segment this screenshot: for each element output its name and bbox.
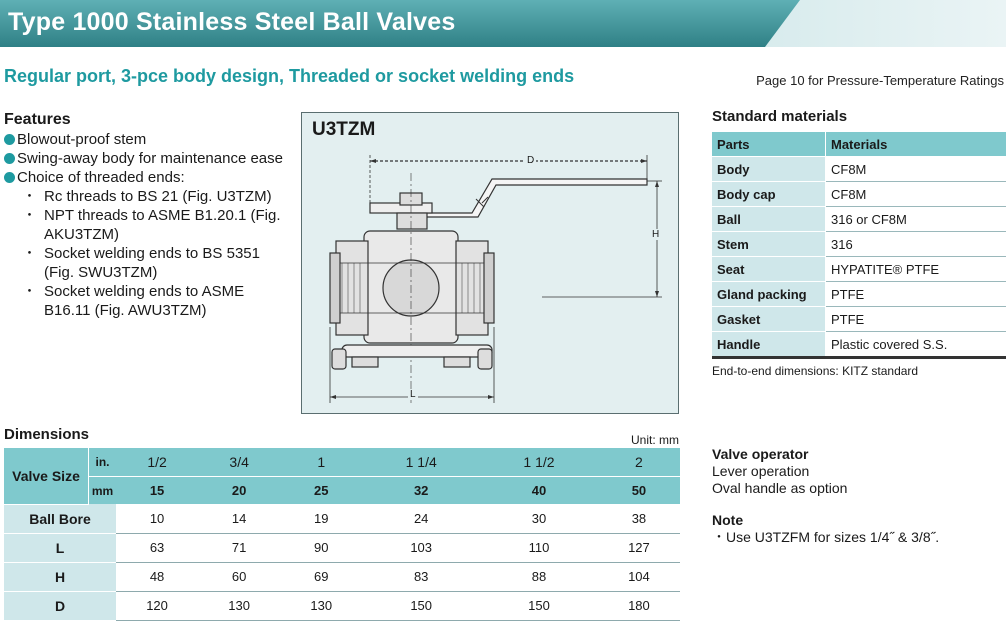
feature-sub-item: ・ NPT threads to ASME B1.20.1 (Fig. AKU3TZM) bbox=[4, 206, 294, 244]
part-name: Gland packing bbox=[712, 282, 826, 307]
part-name: Handle bbox=[712, 332, 826, 358]
note-title: Note bbox=[712, 512, 743, 528]
valve-operator-line: Oval handle as option bbox=[712, 480, 847, 497]
material-value: Plastic covered S.S. bbox=[826, 332, 1006, 358]
table-row bbox=[712, 207, 1006, 232]
feature-item bbox=[4, 130, 294, 149]
table-row bbox=[712, 332, 1006, 358]
material-value: PTFE bbox=[826, 307, 1006, 332]
cell-value: 88 bbox=[480, 562, 598, 591]
bullet-icon bbox=[4, 172, 15, 183]
row-label: D bbox=[4, 591, 116, 620]
feature-item bbox=[4, 168, 294, 187]
size-in: 1/2 bbox=[116, 448, 198, 477]
table-row bbox=[712, 282, 1006, 307]
feature-text: Blowout-proof stem bbox=[17, 131, 146, 148]
cell-value: 60 bbox=[198, 562, 280, 591]
cell-value: 19 bbox=[280, 504, 362, 533]
page-title: Type 1000 Stainless Steel Ball Valves bbox=[8, 8, 455, 37]
feature-sub-item: ・ Socket welding ends to ASME B16.11 (Fig. AWU3TZM) bbox=[4, 282, 294, 320]
table-row bbox=[712, 157, 1006, 182]
cell-value: 127 bbox=[598, 533, 680, 562]
dimensions-title: Dimensions bbox=[4, 426, 89, 443]
table-row bbox=[4, 504, 680, 533]
table-row bbox=[712, 307, 1006, 332]
cell-value: 90 bbox=[280, 533, 362, 562]
part-name: Body cap bbox=[712, 182, 826, 207]
materials-title: Standard materials bbox=[712, 108, 847, 125]
features-section bbox=[4, 110, 294, 320]
part-name: Gasket bbox=[712, 307, 826, 332]
size-in: 2 bbox=[598, 448, 680, 477]
cell-value: 83 bbox=[362, 562, 480, 591]
size-mm: 32 bbox=[362, 477, 480, 505]
cell-value: 150 bbox=[480, 591, 598, 620]
table-row bbox=[4, 591, 680, 620]
valve-operator-title: Valve operator bbox=[712, 446, 809, 462]
page-reference: Page 10 for Pressure-Temperature Ratings bbox=[756, 73, 1004, 88]
features-title: Features bbox=[4, 110, 294, 129]
subtitle: Regular port, 3-pce body design, Threaded or socket welding ends bbox=[4, 66, 574, 87]
table-row bbox=[712, 232, 1006, 257]
feature-sub-text: Rc threads to BS 21 (Fig. U3TZM) bbox=[44, 188, 272, 205]
part-name: Ball bbox=[712, 207, 826, 232]
valve-size-header: Valve Size bbox=[4, 448, 89, 504]
size-mm: 40 bbox=[480, 477, 598, 505]
bullet-icon bbox=[4, 134, 15, 145]
note-text: ・Use U3TZFM for sizes 1/4˝ & 3/8˝. bbox=[712, 529, 939, 546]
feature-sub-text: NPT threads to ASME B1.20.1 (Fig. AKU3TZM) bbox=[44, 207, 281, 243]
material-value: CF8M bbox=[826, 182, 1006, 207]
cell-value: 130 bbox=[198, 591, 280, 620]
row-label: H bbox=[4, 562, 116, 591]
cell-value: 180 bbox=[598, 591, 680, 620]
cell-value: 104 bbox=[598, 562, 680, 591]
cell-value: 71 bbox=[198, 533, 280, 562]
size-mm: 25 bbox=[280, 477, 362, 505]
size-mm: 15 bbox=[116, 477, 198, 505]
note-section bbox=[712, 512, 939, 546]
material-value: 316 bbox=[826, 232, 1006, 257]
cell-value: 150 bbox=[362, 591, 480, 620]
cell-value: 24 bbox=[362, 504, 480, 533]
row-label: L bbox=[4, 533, 116, 562]
dim-h-label: H bbox=[652, 229, 659, 240]
cell-value: 103 bbox=[362, 533, 480, 562]
valve-drawing bbox=[302, 113, 678, 413]
size-in: 1 bbox=[280, 448, 362, 477]
unit-label: Unit: mm bbox=[631, 433, 679, 447]
size-mm: 50 bbox=[598, 477, 680, 505]
table-row bbox=[712, 182, 1006, 207]
feature-sub-item: ・ Socket welding ends to BS 5351 (Fig. SWU3TZM) bbox=[4, 244, 294, 282]
material-value: PTFE bbox=[826, 282, 1006, 307]
table-row bbox=[4, 533, 680, 562]
title-banner bbox=[0, 0, 1006, 47]
table-row bbox=[4, 562, 680, 591]
valve-operator-line: Lever operation bbox=[712, 463, 847, 480]
part-name: Seat bbox=[712, 257, 826, 282]
dim-l-label: L bbox=[408, 389, 418, 400]
table-row bbox=[712, 257, 1006, 282]
feature-text: Choice of threaded ends: bbox=[17, 169, 185, 186]
row-label: Ball Bore bbox=[4, 504, 116, 533]
dimensions-table bbox=[4, 448, 680, 621]
size-in: 1 1/4 bbox=[362, 448, 480, 477]
cell-value: 38 bbox=[598, 504, 680, 533]
part-name: Stem bbox=[712, 232, 826, 257]
cell-value: 110 bbox=[480, 533, 598, 562]
material-value: 316 or CF8M bbox=[826, 207, 1006, 232]
valve-operator-section bbox=[712, 446, 847, 497]
materials-header-materials: Materials bbox=[826, 132, 1006, 157]
valve-diagram bbox=[301, 112, 679, 414]
material-value: HYPATITE® PTFE bbox=[826, 257, 1006, 282]
feature-sub-item: ・ Rc threads to BS 21 (Fig. U3TZM) bbox=[4, 187, 294, 206]
cell-value: 130 bbox=[280, 591, 362, 620]
bullet-icon bbox=[4, 153, 15, 164]
size-mm: 20 bbox=[198, 477, 280, 505]
mm-unit-header: mm bbox=[89, 477, 117, 505]
materials-header-parts: Parts bbox=[712, 132, 826, 157]
cell-value: 63 bbox=[116, 533, 198, 562]
size-in: 3/4 bbox=[198, 448, 280, 477]
dim-d-label: D bbox=[525, 155, 536, 166]
cell-value: 30 bbox=[480, 504, 598, 533]
materials-table bbox=[712, 132, 1006, 359]
cell-value: 120 bbox=[116, 591, 198, 620]
part-name: Body bbox=[712, 157, 826, 182]
cell-value: 14 bbox=[198, 504, 280, 533]
materials-note: End-to-end dimensions: KITZ standard bbox=[712, 364, 918, 378]
in-unit-header: in. bbox=[89, 448, 117, 477]
material-value: CF8M bbox=[826, 157, 1006, 182]
cell-value: 10 bbox=[116, 504, 198, 533]
feature-sub-text: Socket welding ends to BS 5351 (Fig. SWU3TZM) bbox=[44, 245, 260, 281]
size-in: 1 1/2 bbox=[480, 448, 598, 477]
feature-sub-text: Socket welding ends to ASME B16.11 (Fig. AWU3TZM) bbox=[44, 283, 244, 319]
cell-value: 69 bbox=[280, 562, 362, 591]
feature-item bbox=[4, 149, 294, 168]
feature-text: Swing-away body for maintenance ease bbox=[17, 150, 283, 167]
model-label: U3TZM bbox=[312, 119, 375, 141]
cell-value: 48 bbox=[116, 562, 198, 591]
